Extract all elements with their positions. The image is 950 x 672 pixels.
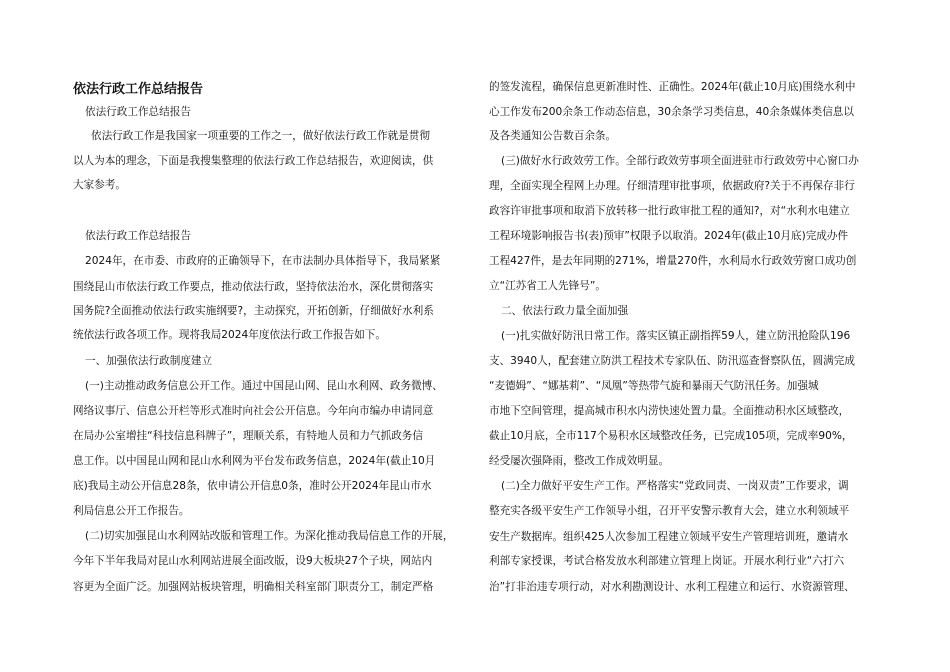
document-title: 依法行政工作总结报告 xyxy=(73,82,204,97)
paragraph-line: 的签发流程，确保信息更新准时性、正确性。2024年(截止10月底)围绕水利中 xyxy=(489,81,856,93)
paragraph-line: 围绕昆山市依法行政工作要点，推动依法行政，坚持依法治水，深化贯彻落实 xyxy=(73,281,434,293)
paragraph-line: 一、加强依法行政制度建立 xyxy=(85,355,213,367)
paragraph-line: 工程427件，是去年同期的271%，增量270件，水利局水行政效劳窗口成功创 xyxy=(489,255,857,267)
paragraph-line: 安生产数据库。组织425人次参加工程建立领域平安生产管理培训班，邀请水 xyxy=(489,531,849,543)
paragraph-line: 网络议事厅、信息公开栏等形式准时向社会公开信息。今年向市编办申请同意 xyxy=(73,405,434,417)
paragraph-line: 依法行政工作总结报告 xyxy=(85,106,191,118)
paragraph-line: 统依法行政各项工作。现将我局2024年度依法行政工作报告如下。 xyxy=(73,329,386,341)
paragraph-line: 利局信息公开工作报告。 xyxy=(73,505,190,517)
paragraph-line: 工程环境影响报告书(表)预审”权限予以取消。2024年(截止10月底)完成办件 xyxy=(489,230,849,242)
paragraph-line: 及各类通知公告数百余条。 xyxy=(489,130,617,142)
paragraph-line: (二)切实加强昆山水利网站改版和管理工作。为深化推动我局信息工作的开展， xyxy=(85,530,454,542)
paragraph-line: 市地下空间管理，提高城市积水内涝快速处置力量。全面推动积水区域整改， xyxy=(489,405,850,417)
paragraph-line: 息工作。以中国昆山网和昆山水利网为平台发布政务信息，2024年(截止10月 xyxy=(73,455,436,467)
paragraph-line: 支、3940人，配套建立防洪工程技术专家队伍、防汛巡查督察队伍，圆满完成 xyxy=(489,355,855,367)
paragraph-line: 治”打非治违专项行动，对水利勘测设计、水利工程建立和运行、水资源管理、 xyxy=(489,581,855,593)
paragraph-line: 经受屡次强降雨，整改工作成效明显。 xyxy=(489,455,670,467)
paragraph-line: 整充实各级平安生产工作领导小组，召开平安警示教育大会，建立水利领域平 xyxy=(489,505,850,517)
paragraph-line: 理，全面实现全程网上办理。仔细清理审批事项，依据政府?关于不再保存非行 xyxy=(489,180,855,192)
paragraph-line: (二)全力做好平安生产工作。严格落实“党政同责、一岗双责”工作要求，调 xyxy=(501,480,849,492)
paragraph-line: 底)我局主动公开信息28条，依申请公开信息0条，准时公开2024年昆山市水 xyxy=(73,480,432,492)
paragraph-line: “麦德姆”、“娜基莉”、“凤凰”等热带气旋和暴雨天气防汛任务。加强城 xyxy=(489,380,819,392)
paragraph-line: 以人为本的理念，下面是我搜集整理的依法行政工作总结报告，欢迎阅读，供 xyxy=(73,155,434,167)
paragraph-line: 2024年，在市委、市政府的正确领导下，在市法制办具体指导下，我局紧紧 xyxy=(85,255,441,267)
paragraph-line: 截止10月底，全市117个易积水区域整改任务，已完成105项，完成率90%， xyxy=(489,430,853,442)
paragraph-line: 国务院?全面推动依法行政实施纲要?，主动探究，开拓创新，仔细做好水利系 xyxy=(73,305,434,317)
paragraph-line: 依法行政工作是我国家一项重要的工作之一，做好依法行政工作就是贯彻 xyxy=(91,130,430,142)
paragraph-line: 容更为全面广泛。加强网站板块管理，明确相关科室部门职责分工，制定严格 xyxy=(73,581,434,593)
paragraph-line: (一)扎实做好防汛日常工作。落实区镇正副指挥59人，建立防汛抢险队196 xyxy=(501,330,851,342)
paragraph-line: 立“江苏省工人先锋号”。 xyxy=(489,280,606,292)
paragraph-line: 在局办公室增挂“科技信息科牌子”，理顺关系，有特地人员和力气抓政务信 xyxy=(73,430,423,442)
paragraph-line: 心工作发布200余条工作动态信息，30余条学习类信息，40余条媒体类信息以 xyxy=(489,106,854,118)
paragraph-line: (一)主动推动政务信息公开工作。通过中国昆山网、昆山水利网、政务微博、 xyxy=(85,380,443,392)
paragraph-line: (三)做好水行政效劳工作。全部行政效劳事项全面进驻市行政效劳中心窗口办 xyxy=(501,155,859,167)
paragraph-line: 利部专家授课，考试合格发放水利部建立管理上岗证。开展水利行业“六打六 xyxy=(489,555,845,567)
paragraph-line: 政容许审批事项和取消下放转移一批行政审批工程的通知?，对“水利水电建立 xyxy=(489,205,850,217)
paragraph-line: 今年下半年我局对昆山水利网站进展全面改版，设9大板块27个子块，网站内 xyxy=(73,555,433,567)
paragraph-line: 大家参考。 xyxy=(73,179,126,191)
paragraph-line: 依法行政工作总结报告 xyxy=(85,230,191,242)
paragraph-line: 二、依法行政力量全面加强 xyxy=(501,305,629,317)
